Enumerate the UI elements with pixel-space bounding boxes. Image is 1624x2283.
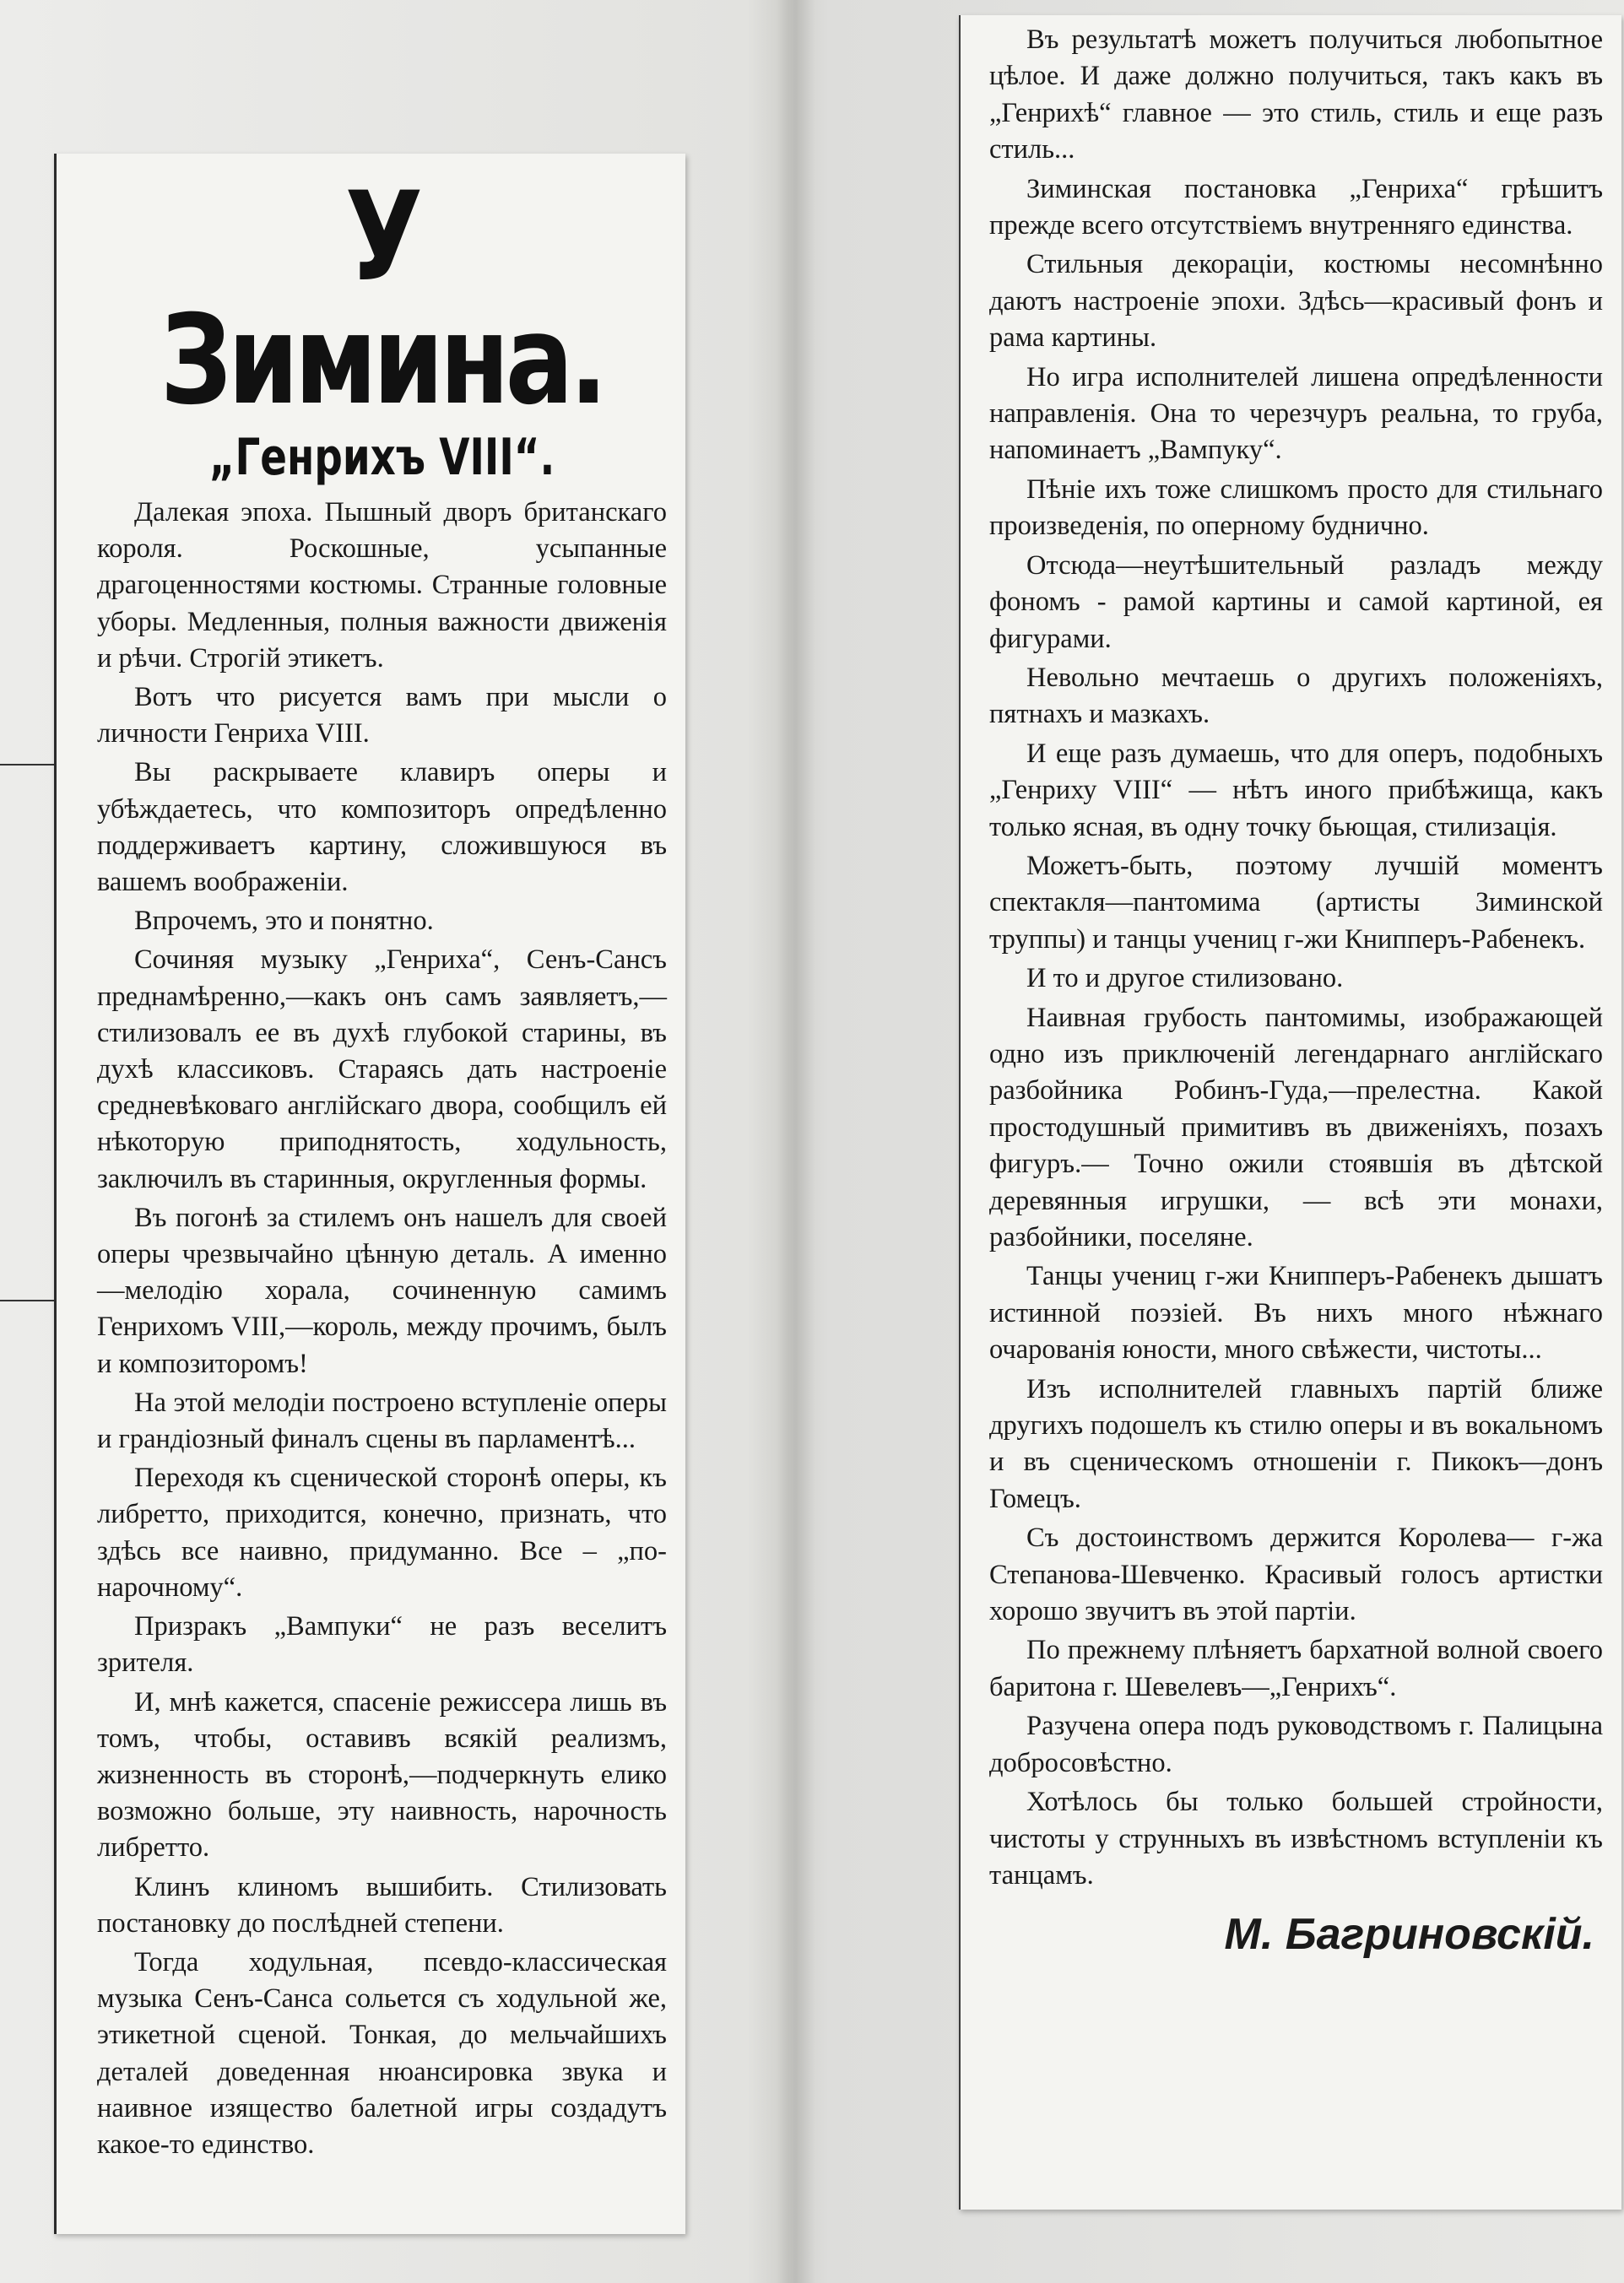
article-paragraph: И, мнѣ кажется, спасеніе режиссера лишь въ томъ, чтобы, оставивъ всякій реализмъ, жизненность въ сторонѣ,—подчеркнуть елико возможно больше, эту наивность, нарочность либретто. — [97, 1686, 667, 1864]
article-paragraph: Вотъ что рисуется вамъ при мысли о личности Генриха VIII. — [97, 682, 667, 749]
article-subheadline: „Генрихъ VIII“. — [208, 428, 555, 487]
article-paragraph: Въ результатѣ можетъ получиться любопытное цѣлое. И даже должно получиться, такъ какъ въ „Генрихѣ“ главное — это стиль, стиль и еще разъ стиль... — [989, 24, 1603, 165]
article-headline: У Зимина. — [160, 165, 604, 432]
article-paragraph: Невольно мечтаешь о другихъ положеніяхъ, пятнахъ и мазкахъ. — [989, 662, 1603, 730]
right-clipping — [959, 15, 1621, 2210]
article-paragraph: Сочиняя музыку „Генриха“, Сенъ-Сансъ преднамѣренно,—какъ онъ самъ заявляетъ,—стилизовалъ ее въ духѣ глубокой старины, въ духѣ классиковъ. Стараясь дать настроеніе средневѣковаго англійскаго двора, сообщилъ ей нѣкоторую приподнятость, ходульность, заключилъ въ старинныя, округленныя формы. — [97, 944, 667, 1194]
left-clipping — [54, 154, 685, 2234]
article-paragraph: Съ достоинствомъ держится Королева— г-жа Степанова-Шевченко. Красивый голосъ артистки хорошо звучитъ въ этой партіи. — [989, 1523, 1603, 1627]
article-paragraph: Танцы учениц г-жи Книпперъ-Рабенекъ дышатъ истинной поэзіей. Въ нихъ много нѣжнаго очарованія юности, много свѣжести, чистоты... — [989, 1261, 1603, 1366]
article-paragraph: Изъ исполнителей главныхъ партій ближе другихъ подошелъ къ стилю оперы и въ вокальномъ и въ сценическомъ отношеніи г. Пикокъ—донъ Гомецъ. — [989, 1373, 1603, 1514]
article-paragraph: Можетъ-быть, поэтому лучшій моментъ спектакля—пантомима (артисты Зиминской труппы) и танцы учениц г-жи Книпперъ-Рабенекъ. — [989, 850, 1603, 955]
article-paragraph: Призракъ „Вампуки“ не разъ веселитъ зрителя. — [97, 1611, 667, 1679]
margin-mark — [0, 764, 54, 766]
article-paragraph: По прежнему плѣняетъ бархатной волной своего баритона г. Шевелевъ—„Генрихъ“. — [989, 1635, 1603, 1702]
article-paragraph: Но игра исполнителей лишена опредѣленности направленія. Она то черезчуръ реальна, то груба, напоминаетъ „Вампуку“. — [989, 361, 1603, 466]
article-paragraph: Хотѣлось бы только большей стройности, чистоты у струнныхъ въ извѣстномъ вступленіи къ танцамъ. — [989, 1787, 1603, 1891]
article-paragraph: И то и другое стилизовано. — [1026, 963, 1344, 994]
margin-mark — [0, 1300, 54, 1301]
article-paragraph: Въ погонѣ за стилемъ онъ нашелъ для своей оперы чрезвычайно цѣнную деталь. А именно—мелодію хорала, сочиненную самимъ Генрихомъ VIII,—король, между прочимъ, былъ и композиторомъ! — [97, 1202, 667, 1379]
article-paragraph: И еще разъ думаешь, что для оперъ, подобныхъ „Генриху VIII“ — нѣтъ иного прибѣжища, какъ только ясная, въ одну точку бьющая, стилизація. — [989, 738, 1603, 842]
article-paragraph: Наивная грубость пантомимы, изображающей одно изъ приключеній легендарнаго англійскаго разбойника Робинъ-Гуда,—прелестна. Какой простодушный примитивъ въ движеніяхъ, позахъ фигуръ.— Точно ожили стоявшія въ дѣтской деревянныя игрушки, — всѣ эти монахи, разбойники, поселяне. — [989, 1002, 1603, 1252]
article-paragraph: Зиминская постановка „Генриха“ грѣшитъ прежде всего отсутствіемъ внутренняго единства. — [989, 173, 1603, 241]
article-paragraph: Переходя къ сценической сторонѣ оперы, къ либретто, приходится, конечно, признать, что здѣсь все наивно, придуманно. Все – „по-нарочному“. — [97, 1463, 667, 1603]
article-paragraph: Вы раскрываете клавиръ оперы и убѣждаетесь, что композиторъ опредѣленно поддерживаетъ картину, сложившуюся въ вашемъ воображеніи. — [97, 757, 667, 898]
article-paragraph: Пѣніе ихъ тоже слишкомъ просто для стильнаго произведенія, по оперному буднично. — [989, 473, 1603, 542]
article-paragraph: Отсюда—неутѣшительный разладъ между фономъ - рамой картины и самой картиной, ея фигурами. — [989, 549, 1603, 654]
author-signature: М. Багриновскій. — [1224, 1910, 1594, 1960]
page-fold — [777, 0, 815, 2283]
article-paragraph: Впрочемъ, это и понятно. — [134, 906, 434, 937]
article-paragraph: На этой мелодіи построено вступленіе оперы и грандіозный финалъ сцены въ парламентѣ... — [97, 1387, 667, 1455]
article-paragraph: Стильныя декораціи, костюмы несомнѣнно даютъ настроеніе эпохи. Здѣсь—красивый фонъ и рама картины. — [989, 249, 1603, 354]
article-paragraph: Тогда ходульная, псевдо-классическая музыка Сенъ-Санса сольется съ ходульной же, этикетной сценой. Тонкая, до мельчайшихъ деталей доведенная нюансировка звука и наивное изящество балетной игры создадутъ какое-то единство. — [97, 1946, 667, 2160]
article-paragraph: Далекая эпоха. Пышный дворъ британскаго короля. Роскошные, усыпанные драгоценностями костюмы. Странные головные уборы. Медленныя, полныя важности движенія и рѣчи. Строгій этикетъ. — [97, 497, 667, 674]
article-paragraph: Клинъ клиномъ вышибить. Стилизовать постановку до послѣдней степени. — [97, 1871, 667, 1939]
article-paragraph: Разучена опера подъ руководствомъ г. Палицына добросовѣстно. — [989, 1711, 1603, 1778]
